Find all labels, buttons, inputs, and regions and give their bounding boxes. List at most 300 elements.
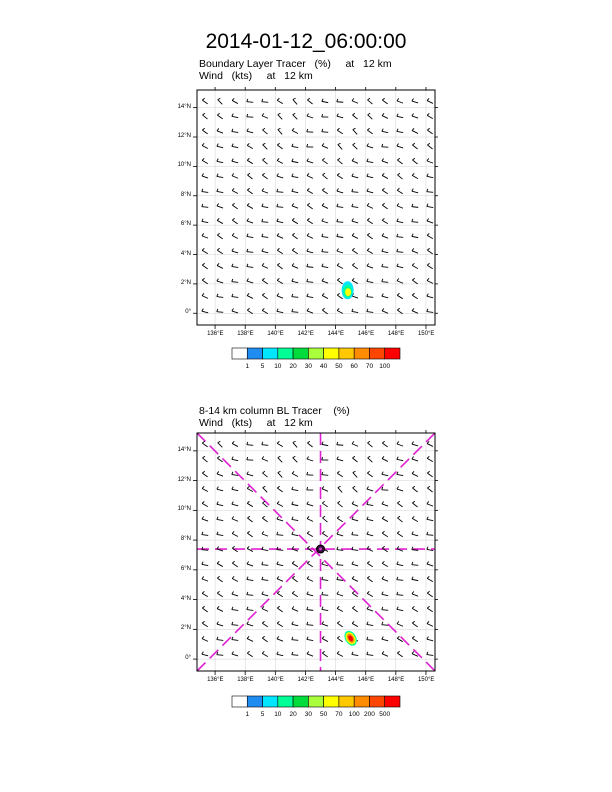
wind-barb — [352, 265, 357, 269]
wind-barb — [247, 595, 253, 596]
colorbar-swatch — [385, 696, 400, 707]
wind-barb-flag — [232, 546, 234, 548]
wind-barb-flag — [337, 234, 338, 237]
wind-barb-flag — [262, 263, 264, 265]
wind-barb-flag — [322, 636, 324, 638]
wind-barb — [202, 192, 208, 193]
wind-barb-flag — [262, 234, 263, 237]
wind-barb — [277, 564, 283, 565]
wind-barb-flag — [397, 621, 399, 623]
wind-barb-flag — [397, 219, 398, 222]
wind-barb-flag — [247, 442, 248, 445]
wind-barb-flag — [352, 278, 354, 280]
lat-tick-label: 8°N — [180, 191, 191, 198]
wind-barb-flag — [427, 576, 429, 578]
wind-barb-flag — [277, 263, 279, 265]
wind-barb — [262, 280, 267, 284]
wind-barb — [277, 488, 282, 492]
wind-barb-flag — [262, 651, 264, 653]
wind-barb — [202, 265, 207, 269]
wind-barb-flag — [322, 219, 324, 222]
wind-barb-flag — [397, 114, 398, 117]
wind-barb-flag — [278, 128, 281, 129]
wind-barb — [232, 176, 238, 178]
wind-barb — [352, 458, 357, 462]
wind-barb-flag — [412, 532, 413, 535]
wind-barb-flag — [412, 456, 414, 458]
wind-barb — [292, 250, 298, 253]
wind-barb — [293, 115, 298, 120]
wind-barb-flag — [278, 456, 281, 457]
wind-barb-flag — [397, 203, 399, 205]
wind-barb — [232, 116, 238, 117]
lon-tick-label: 142°E — [297, 677, 314, 683]
wind-barb — [292, 235, 297, 239]
wind-barb-flag — [337, 114, 338, 117]
wind-barb-flag — [352, 219, 354, 222]
wind-barb — [293, 458, 298, 463]
wind-barb — [202, 593, 208, 596]
wind-barb — [412, 236, 418, 237]
wind-barb-flag — [232, 279, 233, 282]
wind-barb — [382, 161, 388, 163]
wind-barb — [292, 474, 298, 477]
wind-barb — [292, 504, 298, 505]
wind-barb-flag — [293, 456, 296, 457]
wind-barb-flag — [202, 263, 204, 265]
wind-barb-flag — [412, 308, 414, 310]
wind-barb-flag — [397, 278, 399, 280]
wind-barb-flag — [217, 637, 218, 640]
wind-barb-flag — [262, 577, 263, 580]
wind-barb-flag — [382, 501, 384, 503]
wind-barb-flag — [367, 591, 369, 593]
wind-barb-flag — [307, 607, 308, 610]
wind-barb — [427, 235, 433, 238]
wind-barb-flag — [307, 487, 308, 490]
lon-tick-label: 136°E — [207, 677, 224, 683]
wind-barb — [247, 190, 252, 194]
wind-barb-flag — [353, 128, 356, 129]
wind-barb — [263, 488, 268, 493]
wind-barb — [367, 640, 373, 641]
wind-barb — [217, 624, 223, 626]
wind-barb — [382, 282, 388, 283]
wind-barb-flag — [352, 441, 354, 443]
wind-barb-flag — [292, 174, 293, 177]
wind-barb-flag — [262, 219, 263, 222]
wind-barb — [397, 146, 403, 148]
wind-barb — [292, 131, 298, 134]
lat-tick-label: 10°N — [177, 506, 191, 513]
wind-barb — [202, 207, 208, 208]
wind-barb-flag — [292, 561, 294, 563]
colorbar-swatch — [232, 348, 247, 359]
wind-barb — [427, 444, 433, 447]
wind-barb — [397, 252, 403, 253]
wind-barb — [247, 160, 253, 163]
lat-tick-label: 8°N — [180, 536, 191, 543]
wind-barb-flag — [367, 487, 369, 490]
wind-barb-flag — [322, 249, 323, 252]
lat-tick-label: 12°N — [177, 133, 191, 139]
wind-barb — [397, 624, 403, 626]
wind-barb — [412, 145, 417, 149]
wind-barb-flag — [382, 188, 384, 190]
wind-barb — [277, 236, 283, 239]
wind-barb-flag — [367, 606, 369, 608]
wind-barb — [202, 296, 208, 299]
wind-barb-flag — [247, 607, 248, 610]
wind-barb-flag — [277, 486, 279, 488]
wind-barb — [217, 504, 223, 505]
wind-barb-flag — [262, 128, 264, 130]
wind-barb — [352, 176, 358, 178]
wind-barb-flag — [382, 233, 384, 235]
wind-barb-flag — [247, 188, 249, 190]
wind-barb — [412, 474, 418, 477]
wind-barb — [232, 519, 238, 521]
colorbar-swatch — [324, 696, 339, 707]
wind-barb — [278, 473, 282, 478]
wind-barb-flag — [202, 143, 204, 145]
wind-barb — [247, 624, 253, 626]
wind-barb — [352, 535, 358, 536]
wind-barb-flag — [292, 591, 294, 593]
wind-barb-flag — [382, 637, 383, 640]
wind-barb — [367, 519, 373, 520]
wind-barb — [427, 221, 433, 223]
wind-barb-flag — [247, 249, 248, 252]
wind-barb-flag — [397, 651, 399, 653]
wind-barb — [307, 594, 313, 596]
wind-barb-flag — [337, 204, 338, 207]
wind-barb — [427, 176, 433, 177]
wind-barb — [217, 191, 223, 192]
wind-barb-flag — [217, 263, 219, 265]
wind-barb-flag — [202, 98, 204, 100]
colorbar-label: 100 — [348, 711, 360, 718]
wind-barb — [202, 145, 208, 148]
lat-tick-label: 0° — [185, 309, 191, 316]
wind-barb — [337, 265, 343, 268]
wind-barb — [367, 250, 373, 253]
wind-barb — [367, 609, 373, 611]
wind-barb-flag — [232, 98, 234, 100]
wind-barb-flag — [277, 248, 279, 250]
wind-barb-flag — [367, 637, 368, 640]
wind-barb — [277, 639, 283, 641]
wind-barb — [202, 550, 208, 551]
wind-barb — [322, 295, 328, 298]
wind-barb — [277, 207, 283, 208]
cross-section-line — [197, 433, 435, 671]
wind-barb-flag — [202, 591, 204, 593]
lon-tick-label: 146°E — [357, 331, 375, 337]
wind-barb-flag — [247, 114, 248, 117]
colorbar-swatch — [293, 348, 308, 359]
wind-barb-flag — [353, 471, 356, 472]
wind-barb-flag — [352, 591, 354, 593]
wind-barb-flag — [217, 456, 219, 458]
wind-barb — [382, 443, 387, 447]
wind-barb-flag — [352, 263, 354, 265]
wind-barb — [217, 115, 222, 119]
wind-barb-flag — [322, 621, 324, 623]
wind-barb-flag — [232, 233, 234, 235]
wind-barb — [382, 236, 388, 238]
wind-barb-flag — [232, 576, 234, 578]
wind-barb — [367, 191, 373, 193]
wind-barb — [412, 131, 418, 134]
wind-barb-flag — [397, 562, 398, 565]
wind-barb — [307, 533, 313, 536]
wind-barb-flag — [247, 99, 248, 102]
wind-barb — [277, 311, 283, 312]
wind-barb — [412, 459, 418, 461]
wind-barb — [232, 146, 238, 147]
wind-barb-flag — [427, 174, 428, 177]
wind-barb — [412, 265, 418, 268]
wind-barb — [292, 534, 298, 535]
wind-barb — [367, 563, 372, 567]
wind-barb-flag — [307, 188, 309, 190]
wind-barb-flag — [277, 293, 279, 295]
wind-barb — [397, 474, 403, 475]
lon-tick-label: 144°E — [327, 331, 344, 337]
wind-barb-flag — [382, 487, 383, 490]
wind-barb — [352, 608, 357, 612]
wind-barb-flag — [247, 561, 249, 563]
colorbar-label: 20 — [289, 711, 297, 718]
wind-barb-flag — [232, 637, 233, 640]
wind-barb-flag — [427, 218, 429, 220]
wind-barb-flag — [247, 516, 249, 518]
wind-barb-flag — [307, 218, 309, 220]
wind-barb — [382, 205, 387, 209]
wind-barb-flag — [367, 471, 369, 473]
wind-barb — [232, 191, 238, 194]
wind-barb — [397, 564, 403, 565]
wind-barb — [427, 488, 432, 492]
colorbar-swatch — [247, 696, 262, 707]
wind-barb — [262, 222, 268, 223]
main-title: 2014-01-12_06:00:00 — [205, 30, 407, 53]
wind-barb-flag — [202, 636, 204, 638]
wind-barb — [202, 488, 208, 491]
wind-barb — [412, 191, 418, 193]
wind-barb-flag — [292, 203, 294, 205]
wind-barb — [352, 654, 358, 655]
wind-barb — [397, 533, 403, 536]
wind-barb — [322, 595, 328, 596]
colorbar-label: 100 — [379, 363, 391, 370]
wind-barb — [337, 160, 342, 164]
wind-barb-flag — [262, 621, 264, 623]
colorbar-label: 30 — [304, 711, 312, 718]
wind-barb-flag — [217, 113, 219, 115]
wind-barb-flag — [307, 637, 308, 640]
wind-barb — [427, 115, 433, 118]
wind-barb-flag — [397, 592, 398, 595]
wind-barb-flag — [277, 278, 279, 280]
wind-barb-flag — [217, 174, 218, 177]
wind-barb — [322, 101, 328, 102]
colorbar-swatch — [339, 348, 354, 359]
wind-barb-flag — [367, 309, 368, 312]
wind-barb-flag — [217, 471, 219, 473]
wind-barb-flag — [247, 501, 249, 503]
wind-barb-flag — [352, 501, 354, 503]
wind-barb-flag — [247, 622, 249, 625]
wind-barb — [427, 578, 433, 581]
wind-barb — [263, 145, 268, 150]
wind-barb — [278, 458, 282, 463]
wind-barb — [367, 130, 372, 134]
wind-barb-flag — [277, 576, 279, 578]
wind-barb-flag — [247, 234, 248, 237]
wind-barb — [202, 654, 208, 656]
wind-barb-flag — [217, 294, 218, 297]
wind-barb-flag — [307, 576, 309, 578]
wind-barb-flag — [307, 113, 309, 115]
wind-barb-flag — [322, 562, 324, 565]
wind-barb — [307, 296, 313, 297]
wind-barb — [262, 459, 268, 461]
wind-barb — [307, 267, 313, 268]
wind-barb — [367, 312, 373, 313]
wind-barb-flag — [427, 204, 428, 207]
wind-barb — [427, 608, 432, 612]
wind-barb-flag — [337, 501, 339, 503]
wind-barb-flag — [367, 576, 369, 578]
wind-barb-flag — [232, 218, 234, 220]
wind-barb-flag — [337, 577, 338, 580]
wind-barb — [352, 236, 358, 239]
wind-barb-flag — [307, 249, 308, 252]
wind-barb-flag — [202, 189, 203, 192]
wind-barb-flag — [232, 441, 234, 443]
colorbar-label: 200 — [364, 711, 375, 718]
map-panel-1 — [193, 87, 438, 359]
panel1-title-line2: Wind (kts) at 12 km — [199, 70, 313, 82]
wind-barb — [322, 489, 328, 492]
center-marker-dot — [319, 548, 322, 551]
wind-barb-flag — [232, 516, 234, 518]
wind-barb — [277, 608, 282, 612]
wind-barb — [277, 443, 283, 446]
wind-barb — [247, 175, 252, 179]
wind-barb-flag — [382, 294, 383, 297]
wind-barb — [277, 176, 283, 178]
wind-barb-flag — [277, 591, 279, 593]
wind-barb — [397, 116, 403, 117]
wind-barb — [307, 519, 313, 522]
wind-barb-flag — [367, 294, 368, 297]
wind-barb — [232, 563, 237, 567]
wind-barb — [427, 161, 433, 163]
wind-barb — [232, 443, 238, 446]
wind-barb-flag — [412, 606, 414, 608]
wind-barb-flag — [247, 308, 249, 310]
wind-barb-flag — [307, 129, 308, 132]
colorbar-label: 40 — [320, 363, 328, 370]
wind-barb — [277, 623, 283, 626]
wind-barb-flag — [292, 637, 293, 640]
wind-barb-flag — [367, 128, 369, 130]
wind-barb-flag — [292, 576, 294, 578]
wind-barb — [412, 488, 417, 492]
wind-barb — [247, 236, 253, 237]
wind-barb-flag — [247, 636, 249, 638]
wind-barb — [262, 609, 268, 612]
wind-barb-flag — [292, 532, 293, 535]
wind-barb — [203, 115, 208, 119]
wind-barb — [352, 280, 358, 283]
wind-barb — [202, 564, 208, 565]
wind-barb-flag — [307, 144, 308, 147]
wind-barb — [277, 535, 283, 536]
wind-barb — [277, 579, 283, 582]
wind-barb-flag — [352, 621, 354, 623]
wind-barb-flag — [292, 218, 294, 220]
wind-barb — [232, 594, 238, 596]
wind-barb — [277, 654, 283, 655]
wind-barb-flag — [232, 531, 234, 533]
wind-barb — [307, 251, 313, 253]
wind-barb — [262, 653, 268, 656]
wind-barb — [202, 608, 207, 612]
wind-barb-flag — [217, 248, 219, 250]
wind-barb-flag — [202, 158, 204, 160]
wind-barb-flag — [412, 204, 413, 207]
wind-barb-flag — [412, 293, 414, 295]
wind-barb — [397, 281, 403, 283]
wind-barb — [217, 640, 223, 641]
wind-barb-flag — [382, 264, 383, 267]
wind-barb-flag — [247, 143, 249, 145]
wind-barb-flag — [232, 309, 234, 312]
wind-barb-flag — [382, 98, 384, 100]
wind-barb-flag — [322, 516, 324, 518]
wind-barb — [307, 236, 313, 239]
wind-barb-flag — [247, 577, 248, 580]
wind-barb — [292, 206, 298, 208]
wind-barb — [247, 610, 253, 611]
wind-barb-flag — [352, 113, 354, 115]
wind-barb — [202, 236, 208, 238]
wind-barb-flag — [412, 486, 414, 488]
wind-barb — [232, 504, 238, 506]
wind-barb-flag — [322, 577, 323, 580]
wind-barb-flag — [322, 592, 323, 595]
wind-barb — [337, 130, 342, 134]
wind-barb-flag — [263, 143, 266, 144]
wind-barb — [277, 550, 283, 551]
wind-barb-flag — [202, 293, 204, 295]
wind-barb-flag — [292, 471, 294, 473]
wind-barb — [427, 101, 433, 104]
wind-barb-flag — [337, 562, 338, 565]
colorbar-label: 60 — [350, 363, 358, 370]
wind-barb — [412, 608, 418, 611]
wind-barb — [412, 175, 418, 178]
lat-tick-label: 4°N — [180, 595, 191, 602]
wind-barb-flag — [202, 173, 204, 175]
wind-barb-flag — [203, 456, 205, 458]
wind-barb-flag — [307, 531, 309, 533]
lon-tick-label: 142°E — [297, 331, 314, 337]
